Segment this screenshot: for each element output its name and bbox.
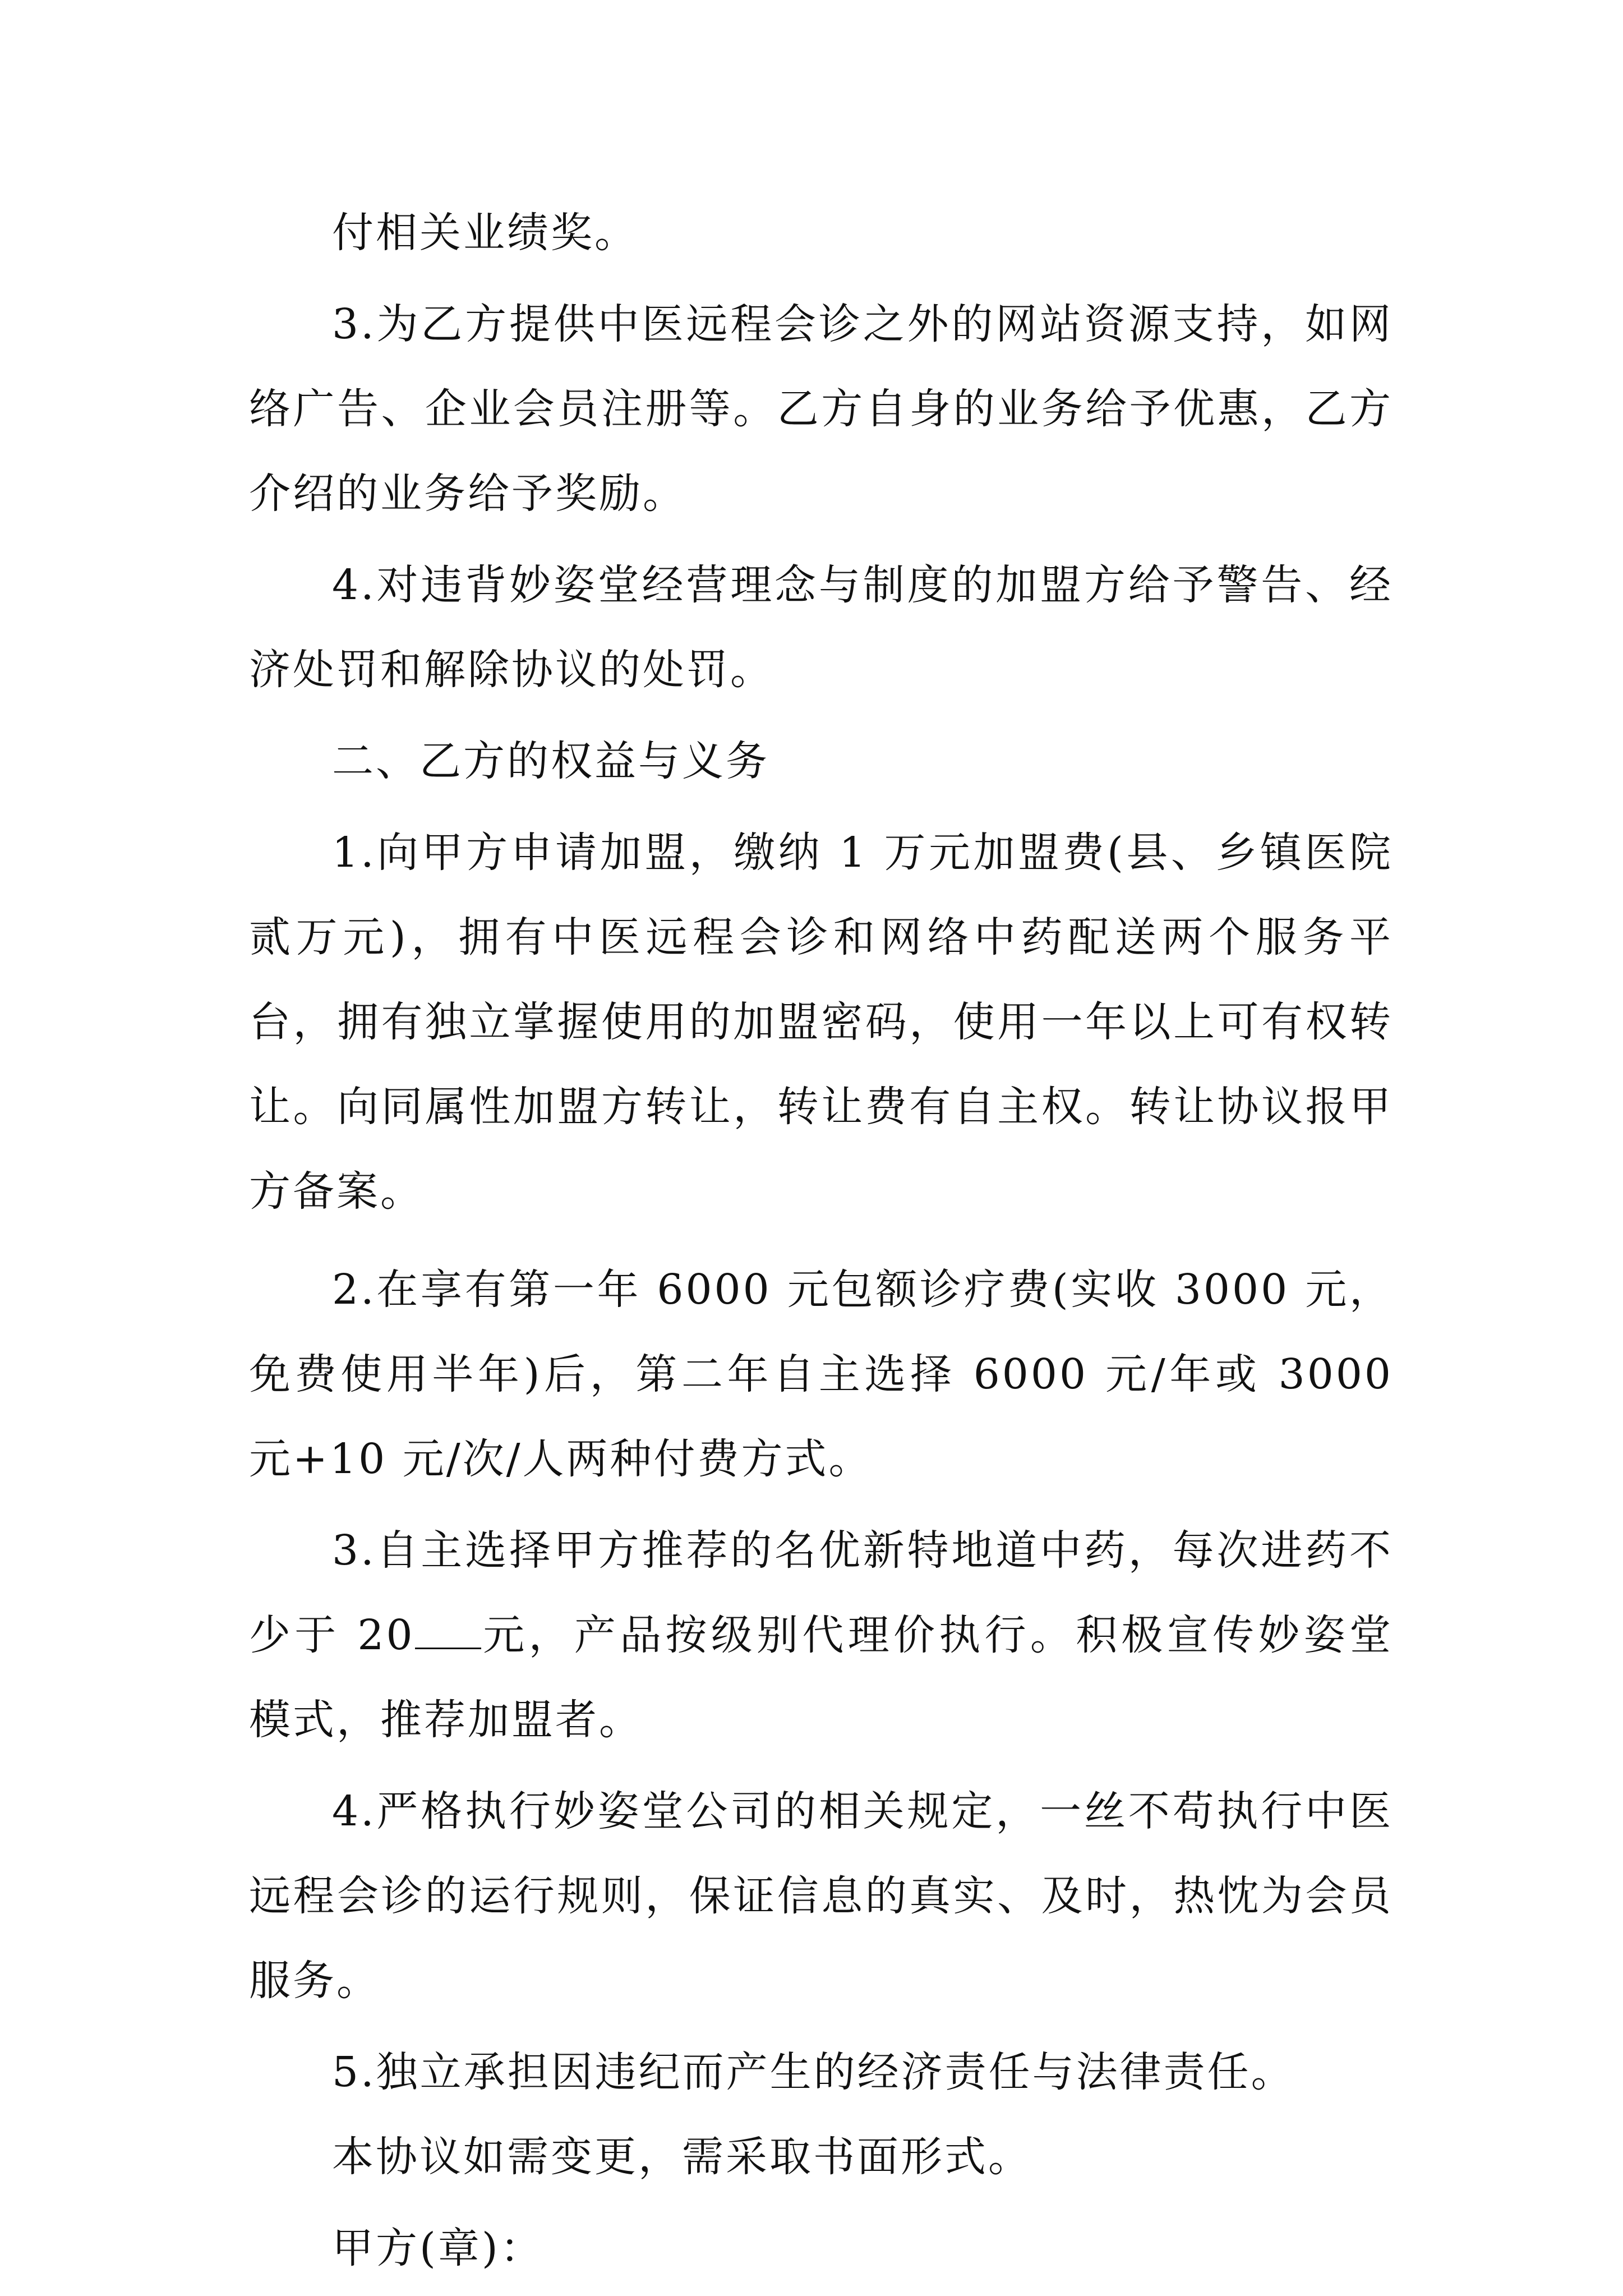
fill-in-blank — [415, 1610, 481, 1649]
item-3-text-before-blank: 3.自主选择甲方推荐的名优新特地道中药，每次进药不少于 20 — [249, 1526, 1393, 1659]
item-3-text-after-blank: 元，产品按级别代理价执行。积极宣传妙姿堂模式，推荐加盟者。 — [249, 1611, 1394, 1744]
paragraph-item-1-party-b: 1.向甲方申请加盟，缴纳 1 万元加盟费(县、乡镇医院贰万元)，拥有中医远程会诊和网络中药配送两个服务平台，拥有独立掌握使用的加盟密码，使用一年以上可有权转让。向同属性加盟方转让，转让费有自主权。转让协议报甲方备案。 — [249, 829, 1393, 1216]
paragraph-amendment-clause: 本协议如需变更，需采取书面形式。 — [332, 2133, 1032, 2181]
paragraph-item-3-party-b — [249, 1508, 1393, 1763]
section-heading-party-b: 二、乙方的权益与义务 — [332, 737, 769, 785]
signature-party-a: 甲方(章)： — [332, 2224, 544, 2272]
paragraph-item-5-party-b: 5.独立承担因违纪而产生的经济责任与法律责任。 — [332, 2048, 1295, 2096]
document-body — [249, 191, 1393, 2291]
paragraph-item-3-party-a: 3.为乙方提供中医远程会诊之外的网站资源支持，如网络广告、企业会员注册等。乙方自身的业务给予优惠，乙方介绍的业务给予奖励。 — [249, 300, 1393, 518]
paragraph-item-4-party-a: 4.对违背妙姿堂经营理念与制度的加盟方给予警告、经济处罚和解除协议的处罚。 — [249, 561, 1393, 694]
paragraph-item-2-party-b: 2.在享有第一年 6000 元包额诊疗费(实收 3000 元，免费使用半年)后，第二年自主选择 6000 元/年或 3000 元+10 元/次/人两种付费方式。 — [249, 1266, 1393, 1483]
paragraph-continuation: 付相关业绩奖。 — [332, 209, 638, 257]
paragraph-item-4-party-b: 4.严格执行妙姿堂公司的相关规定，一丝不苟执行中医远程会诊的运行规则，保证信息的真实、及时，热忱为会员服务。 — [249, 1787, 1393, 2005]
